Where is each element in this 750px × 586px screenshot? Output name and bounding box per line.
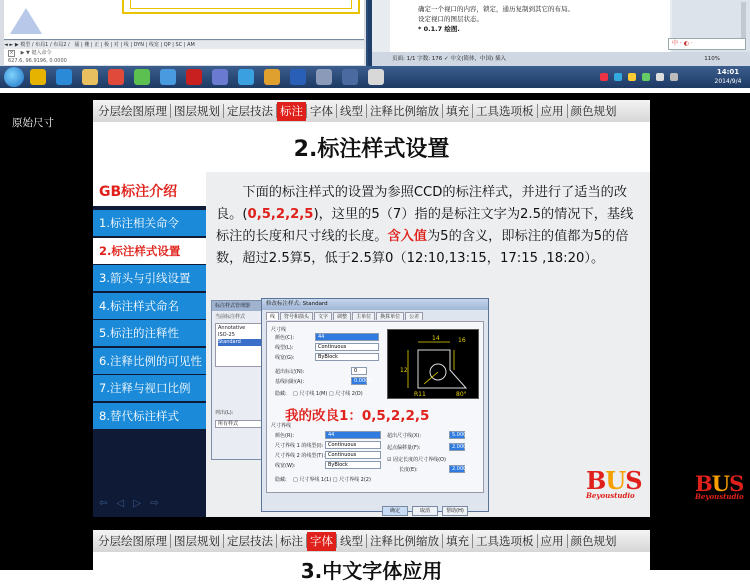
menu-item[interactable]: 标注 xyxy=(277,102,306,121)
next-slide-title: 3.中文字体应用 xyxy=(300,559,443,583)
para-text-2: )，这里的5（7）指的是标注文字为2.5的情况下，基线标注的长度和尺寸线的长度。 xyxy=(216,207,634,244)
folder-icon[interactable] xyxy=(82,69,98,85)
preview-dim-label: R11 xyxy=(414,391,426,398)
manager-label: 当前标注样式 xyxy=(215,314,246,320)
menu-item[interactable]: 颜色规划 xyxy=(570,103,617,118)
menu-item[interactable]: 应用 xyxy=(540,103,564,118)
ie-icon[interactable] xyxy=(56,69,72,85)
hide-extline-checks[interactable]: □ 尺寸界线 1(1) □ 尺寸界线 2(2) xyxy=(293,477,371,483)
taskbar xyxy=(0,66,750,88)
preview-dim-label: 80° xyxy=(456,391,467,398)
section-extension-line: 尺寸界线 xyxy=(271,423,292,429)
sidebar-item[interactable]: 8.替代标注样式 xyxy=(93,403,206,429)
dialog-tabs xyxy=(266,312,424,320)
menu-item[interactable]: 字体 xyxy=(307,532,336,551)
menu-item[interactable]: 图层规划 xyxy=(174,533,220,548)
tray-icon[interactable] xyxy=(642,73,650,81)
para-highlight-2: 含入值 xyxy=(387,229,427,244)
slide-content xyxy=(206,172,650,517)
word-status-text: 页面: 1/1 字数: 176 ✓ 中文(简体，中国) 插入 xyxy=(392,56,506,62)
extline-lineweight-select[interactable]: ByBlock xyxy=(325,461,381,469)
menu-item[interactable]: 分层绘图原理 xyxy=(98,103,167,118)
field-label: 尺寸界线 2 的线型(T): xyxy=(275,453,326,459)
field-label: 尺寸界线 1 的线型(I): xyxy=(275,443,324,449)
word-status-bar xyxy=(372,52,750,66)
dialog-tab[interactable]: 换算单位 xyxy=(376,312,404,320)
media-icon[interactable] xyxy=(108,69,124,85)
tray-icon[interactable] xyxy=(600,73,608,81)
dialog-buttons xyxy=(382,497,472,516)
sidebar-item[interactable]: 4.标注样式命名 xyxy=(93,293,206,319)
menu-item[interactable]: 字体 xyxy=(310,103,333,118)
extline1-linetype-select[interactable]: Continuous xyxy=(325,441,381,449)
app-icon[interactable] xyxy=(30,69,46,85)
extend-ticks-spinner[interactable]: 0 xyxy=(351,367,367,375)
style-list-item[interactable]: Standard xyxy=(218,339,264,346)
dimline-linetype-select[interactable]: Continuous xyxy=(315,343,379,351)
bus-logo xyxy=(586,466,642,500)
word-heading: * 0.1.7 绘图. xyxy=(418,25,460,33)
start-button[interactable] xyxy=(4,67,24,87)
sidebar-item[interactable]: 1.标注相关命令 xyxy=(93,210,206,236)
word-zoom[interactable]: 110% xyxy=(704,56,720,62)
field-label: 基线间距(A): xyxy=(275,379,305,385)
system-tray xyxy=(590,66,750,88)
logo-letter: U xyxy=(711,471,730,496)
tool-icon[interactable] xyxy=(212,69,228,85)
cad-tabs-text: ◄ ► ▶ 模型 / 布局1 / 布局2 / xyxy=(4,42,70,48)
field-label: 起点偏移量(F): xyxy=(387,445,421,451)
menu-item[interactable]: 填充 xyxy=(446,103,469,118)
menu-item[interactable]: 定层技法 xyxy=(227,103,273,118)
bus-watermark-logo xyxy=(695,471,744,501)
extend-beyond-spinner[interactable]: 5.0000 xyxy=(449,431,465,439)
dialog-tab[interactable]: 符号和箭头 xyxy=(280,312,313,320)
logo-studio: Beyoustudio xyxy=(586,491,635,500)
volume-icon[interactable] xyxy=(656,73,664,81)
menu-item[interactable]: 定层技法 xyxy=(227,533,273,548)
cad-canvas[interactable] xyxy=(4,0,364,40)
field-label: 线型(L): xyxy=(275,345,294,351)
field-label: 颜色(C): xyxy=(275,335,295,341)
chat-icon[interactable] xyxy=(160,69,176,85)
sidebar-head: GB标注介绍 xyxy=(93,172,206,206)
menu-item[interactable]: 颜色规划 xyxy=(570,533,617,548)
next-video-frame xyxy=(0,517,750,583)
slide-menu-bar xyxy=(93,100,650,122)
dimline-lineweight-select[interactable]: ByBlock xyxy=(315,353,379,361)
logo-letter: S xyxy=(625,466,642,495)
sidebar-item[interactable]: 3.箭头与引线设置 xyxy=(93,265,206,291)
field-label: 超出标记(N): xyxy=(275,369,305,375)
cancel-button[interactable]: 取消 xyxy=(412,506,438,516)
word-document[interactable] xyxy=(390,0,670,52)
autocad-icon[interactable] xyxy=(186,69,202,85)
dialog-tab[interactable]: 调整 xyxy=(333,312,351,320)
tray-icon[interactable] xyxy=(614,73,622,81)
browser-icon[interactable] xyxy=(134,69,150,85)
field-label: 隐藏: xyxy=(275,477,287,483)
menu-item[interactable]: 注释比例缩放 xyxy=(370,533,439,548)
sidebar-item[interactable]: 2.标注样式设置 xyxy=(93,238,206,264)
word-icon[interactable] xyxy=(290,69,306,85)
cad-layout-tabs[interactable] xyxy=(4,41,364,49)
logo-letter: S xyxy=(729,471,744,496)
slide-title: 2.标注样式设置 xyxy=(293,137,450,162)
slide-sidebar xyxy=(93,172,206,517)
word-window xyxy=(372,0,750,66)
menu-item[interactable]: 应用 xyxy=(540,533,564,548)
field-label: 超出尺寸线(X): xyxy=(387,433,422,439)
clock[interactable] xyxy=(710,68,746,86)
viewport-inner-frame xyxy=(130,0,352,9)
logo-letter: B xyxy=(695,471,712,496)
para-highlight-1: 0,5,2,2,5 xyxy=(247,207,314,222)
title-band xyxy=(93,122,650,172)
original-size-label[interactable]: 原始尺寸 xyxy=(12,117,54,129)
slide-paragraph xyxy=(216,182,638,270)
manager-title: 标注样式管理器 xyxy=(212,301,270,311)
menu-item[interactable]: 线型 xyxy=(340,103,363,118)
network-icon[interactable] xyxy=(238,69,254,85)
list-filter-select[interactable]: 所有样式 xyxy=(215,420,267,428)
field-label: 长度(E): xyxy=(399,467,418,473)
ok-button[interactable]: 确定 xyxy=(382,506,408,516)
network-tray-icon[interactable] xyxy=(670,73,678,81)
menu-item[interactable]: 填充 xyxy=(446,533,469,548)
field-label: 隐藏: xyxy=(275,391,287,397)
menu-item[interactable]: 标注 xyxy=(280,533,303,548)
style-list-item[interactable]: ISO-25 xyxy=(218,332,235,338)
preview-dim-label: 12 xyxy=(400,367,408,374)
cad-command-text: ▶ ▼ 键入命令 xyxy=(20,50,52,56)
window-icon[interactable] xyxy=(316,69,332,85)
dimline-color-select[interactable]: 44 xyxy=(315,333,379,341)
menu-item[interactable]: 注释比例缩放 xyxy=(370,103,439,118)
viewer-icon[interactable] xyxy=(342,69,358,85)
dialog-tab[interactable]: 线 xyxy=(266,312,279,320)
dialog-title: 修改标注样式: Standard xyxy=(262,299,488,310)
sidebar-item[interactable]: 7.注释与视口比例 xyxy=(93,375,206,401)
style-list-item[interactable]: Annotative xyxy=(218,325,246,331)
list-filter-label: 列出(L): xyxy=(215,410,234,416)
cad-status-text: 捕 | 栅 | 正 | 极 | 对 | 线 | DYN | 线宽 | QP | SC | AM xyxy=(74,42,195,48)
dimstyle-preview xyxy=(387,329,479,399)
para-text-1: 下面的标注样式的设置为参照CCD的标注样式，并进行了适当的改良。( xyxy=(216,185,628,222)
clock-date: 2014/9/4 xyxy=(714,78,742,85)
menu-item[interactable]: 工具选项板 xyxy=(476,533,534,548)
menu-item[interactable]: 工具选项板 xyxy=(476,103,534,118)
modify-dimstyle-dialog xyxy=(261,298,489,512)
dialog-tab[interactable]: 文字 xyxy=(314,312,332,320)
next-slide xyxy=(93,530,650,583)
menu-item[interactable]: 线型 xyxy=(340,533,363,548)
cad-command-line[interactable] xyxy=(4,49,364,65)
para-text-3: 为5的含义，即标注的值都为5的倍数，超过2.5算5，低于2.5算0（12:10,13:15，17:15 ,18:20）。 xyxy=(216,229,629,266)
field-label: 线宽(G): xyxy=(275,355,295,361)
sidebar-item[interactable]: 5.标注的注释性 xyxy=(93,320,206,346)
logo-letter: B xyxy=(586,466,606,495)
extline2-linetype-select[interactable]: Continuous xyxy=(325,451,381,459)
dialog-tab[interactable]: 公差 xyxy=(405,312,423,320)
slide xyxy=(93,100,650,517)
hide-dimline-checks[interactable]: □ 尺寸线 1(M) □ 尺寸线 2(D) xyxy=(293,391,363,397)
help-button[interactable]: 帮助(H) xyxy=(442,506,468,516)
sidebar-item[interactable]: 6.注释比例的可见性 xyxy=(93,348,206,374)
style-list[interactable] xyxy=(215,323,267,367)
cad-window xyxy=(0,0,368,66)
logo-studio: Beyoustudio xyxy=(695,492,744,501)
field-label: 线宽(W): xyxy=(275,463,296,469)
desktop-strip xyxy=(0,0,750,88)
word-line-1: 确定一个视口的内容，锁定，通历复制到其它的布局。 xyxy=(418,5,574,13)
fixed-length-spinner[interactable]: 2.0000 xyxy=(449,465,465,473)
word-line-2: 设定视口的图层状态。 xyxy=(418,15,483,23)
offset-origin-spinner[interactable]: 2.0000 xyxy=(449,443,465,451)
tray-icon[interactable] xyxy=(628,73,636,81)
next-slide-menu-bar xyxy=(93,530,650,552)
field-label: 颜色(R): xyxy=(275,433,295,439)
baseline-spacing-spinner[interactable]: 0.0000 xyxy=(351,377,367,385)
extline-color-select[interactable]: 44 xyxy=(325,431,381,439)
slide-nav-icons[interactable]: ⇦ ◁ ▷ ⇨ xyxy=(99,498,162,509)
fixed-length-check[interactable]: ☑ 固定长度的尺寸界线(O) xyxy=(387,457,446,463)
section-dimension-line: 尺寸线 xyxy=(271,327,287,333)
menu-item[interactable]: 图层规划 xyxy=(174,103,220,118)
app2-icon[interactable] xyxy=(368,69,384,85)
ucs-triangle-icon xyxy=(10,8,42,34)
menu-item[interactable]: 分层绘图原理 xyxy=(98,533,167,548)
video-frame xyxy=(0,93,750,517)
close-icon[interactable]: × xyxy=(9,50,14,56)
files-icon[interactable] xyxy=(264,69,280,85)
ime-toolbar[interactable]: 中 · ◐ · xyxy=(668,38,746,50)
dialog-tab[interactable]: 主单位 xyxy=(352,312,375,320)
preview-dim-label: 14 xyxy=(432,335,440,342)
clock-time: 14:01 xyxy=(716,68,740,76)
cad-coords: 627.6, 96.9196, 0.0000 xyxy=(8,58,67,64)
preview-dim-label: 16 xyxy=(458,337,466,344)
improvement-label: 我的改良1：0,5,2,2,5 xyxy=(285,408,430,424)
preview-drawing xyxy=(388,330,480,400)
logo-letter: U xyxy=(605,466,626,495)
